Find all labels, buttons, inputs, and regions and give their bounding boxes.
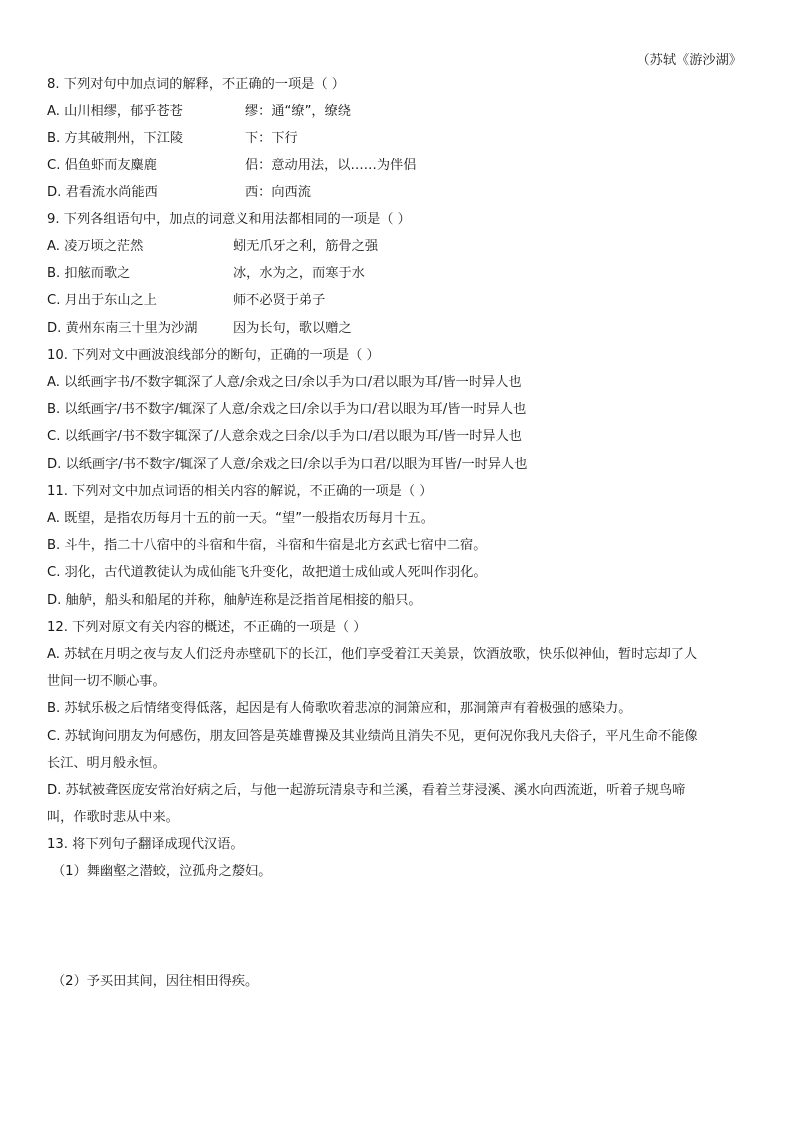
question-12-option-c-line1: C. 苏轼询问朋友为何感伤，朋友回答是英雄曹操及其业绩尚且消失不见，更何况你我凡夫俗子，平凡生命不能像 [47, 729, 698, 744]
question-8-option-c [47, 157, 754, 175]
option-note: 侣：意动用法，以……为伴侣 [245, 158, 417, 173]
question-9-option-c [47, 292, 754, 310]
option-text: D. 君看流水尚能西 [47, 185, 158, 200]
option-note: 蚓无爪牙之利，筋骨之强 [233, 239, 379, 254]
option-text: C. 侣鱼虾而友麋鹿 [47, 158, 157, 173]
option-note: 因为长句，歌以赠之 [233, 321, 352, 336]
option-note: 下：下行 [245, 131, 298, 146]
option-note: 师不必贤于弟子 [233, 293, 326, 308]
question-10-stem: 10. 下列对文中画波浪线部分的断句，正确的一项是（ ） [47, 348, 380, 363]
question-12-option-d-line2: 叫，作歌时悲从中来。 [47, 810, 179, 825]
option-text: D. 黄州东南三十里为沙湖 [47, 321, 198, 336]
question-8-option-b [47, 130, 754, 148]
option-text: C. 月出于东山之上 [47, 293, 157, 308]
question-10-option-c: C. 以纸画字/书不数字辄深了/人意余戏之曰余/以手为口/君以眼为耳/皆一时异人也 [47, 429, 522, 444]
question-12-option-a-line2: 世间一切不顺心事。 [47, 674, 166, 689]
question-9-option-a [47, 238, 754, 256]
question-11-stem: 11. 下列对文中加点词语的相关内容的解说，不正确的一项是（ ） [47, 484, 433, 499]
question-9-option-d [47, 320, 754, 338]
question-12-option-a-line1: A. 苏轼在月明之夜与友人们泛舟赤壁矶下的长江，他们享受着江天美景，饮酒放歌，快乐似神仙，暂时忘却了人 [47, 647, 698, 662]
option-note: 西：向西流 [245, 185, 311, 200]
question-12-option-b: B. 苏轼乐极之后情绪变得低落，起因是有人倚歌吹着悲凉的洞箫应和，那洞箫声有着极强的感染力。 [47, 701, 632, 716]
question-10-option-d: D. 以纸画字/书不数字/辄深了人意/余戏之曰/余以手为口君/以眼为耳皆/一时异人也 [47, 457, 528, 472]
question-12-stem: 12. 下列对原文有关内容的概述，不正确的一项是（ ） [47, 620, 367, 635]
option-text: A. 山川相缪，郁乎苍苍 [47, 104, 183, 119]
question-8-stem: 8. 下列对句中加点词的解释，不正确的一项是（ ） [47, 77, 345, 92]
question-11-option-b: B. 斗牛，指二十八宿中的斗宿和牛宿，斗宿和牛宿是北方玄武七宿中二宿。 [47, 538, 487, 553]
question-12-option-c-line2: 长江、明月般永恒。 [47, 756, 166, 771]
question-12-option-d-line1: D. 苏轼被聋医庞安常治好病之后，与他一起游玩清泉寺和兰溪，看着兰芽浸溪、溪水向西流逝，听着子规鸟啼 [47, 783, 686, 798]
question-13-sub-2: （2）予买田其间，因往相田得疾。 [52, 974, 259, 989]
question-8-option-d [47, 184, 754, 202]
option-note: 冰，水为之，而寒于水 [233, 266, 365, 281]
question-11-option-d: D. 舳舻，船头和船尾的并称，舳舻连称是泛指首尾相接的船只。 [47, 593, 422, 608]
question-11-option-a: A. 既望，是指农历每月十五的前一天。“望”一般指农历每月十五。 [47, 511, 434, 526]
question-13-stem: 13. 将下列句子翻译成现代汉语。 [47, 837, 244, 852]
question-8-option-a [47, 103, 754, 121]
question-13-sub-1: （1）舞幽壑之潜蛟，泣孤舟之嫠妇。 [52, 864, 272, 879]
option-note: 缪：通“缭”，缭绕 [245, 104, 351, 119]
question-10-option-b: B. 以纸画字/书不数字/辄深了人意/余戏之曰/余以手为口/君以眼为耳/皆一时异人也 [47, 402, 527, 417]
option-text: A. 凌万顷之茫然 [47, 239, 144, 254]
source-note: （苏轼《游沙湖》 [636, 53, 742, 68]
question-9-stem: 9. 下列各组语句中，加点的词意义和用法都相同的一项是（ ） [47, 212, 411, 227]
option-text: B. 方其破荆州，下江陵 [47, 131, 184, 146]
option-text: B. 扣舷而歌之 [47, 266, 131, 281]
question-9-option-b [47, 265, 754, 283]
question-10-option-a: A. 以纸画字书/不数字辄深了人意/余戏之曰/余以手为口/君以眼为耳/皆一时异人也 [47, 375, 522, 390]
question-11-option-c: C. 羽化，古代道教徒认为成仙能飞升变化，故把道士成仙或人死叫作羽化。 [47, 565, 487, 580]
